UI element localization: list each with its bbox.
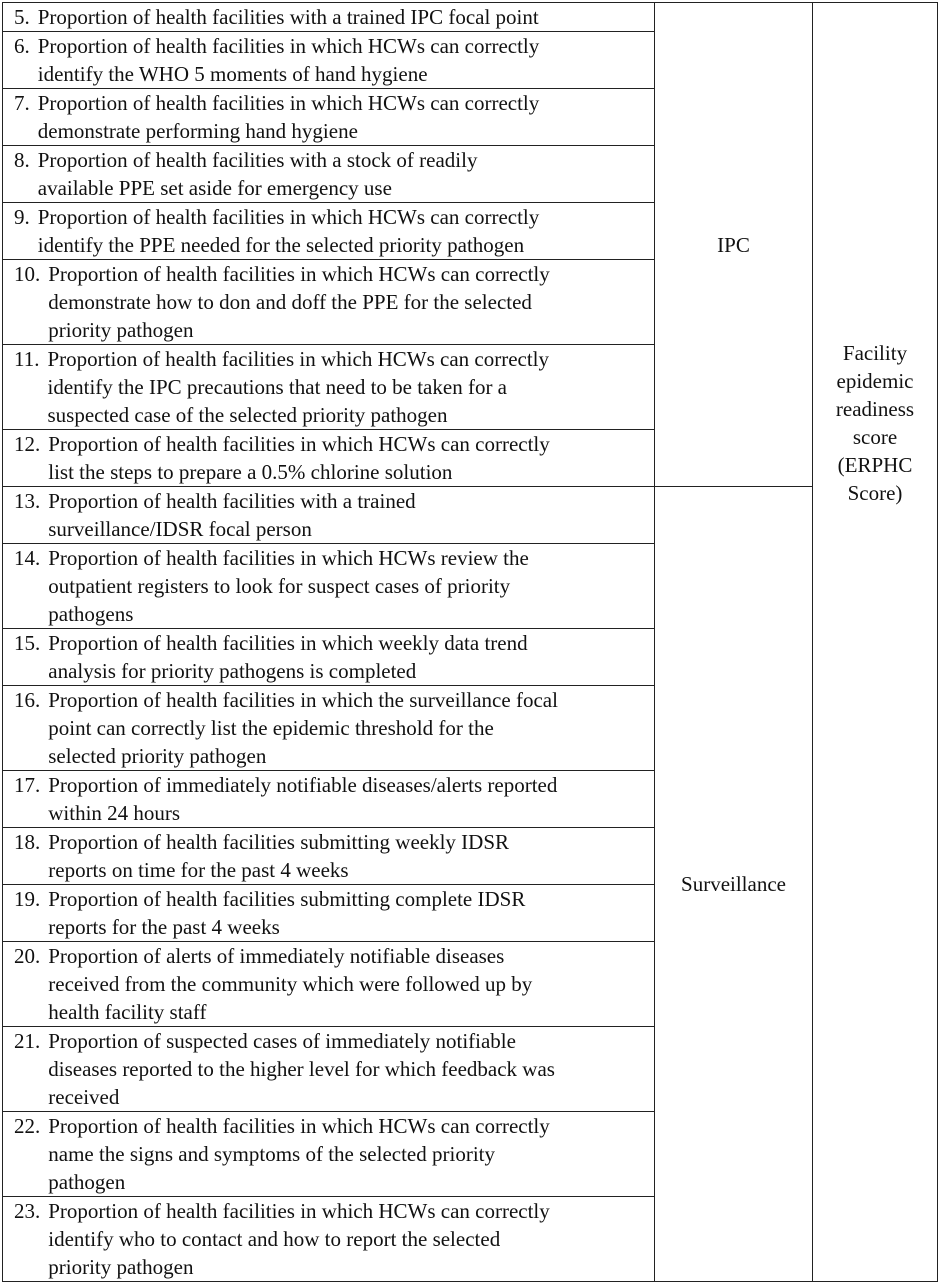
indicator-cell [3,32,655,89]
indicator-text-line: reports for the past 4 weeks [48,915,280,939]
indicator-text-line: Proportion of health facilities with a trained [48,489,416,513]
indicator-text-line: selected priority pathogen [48,744,267,768]
indicator-text-line: identify the PPE needed for the selected priority pathogen [37,233,525,257]
indicator-text-line: Proportion of health facilities with a trained IPC focal point [37,5,539,29]
indicator-text [48,260,648,344]
indicator-text-line: point can correctly list the epidemic threshold for the [48,716,494,740]
indicator-text-line: Proportion of suspected cases of immediately notifiable [48,1029,516,1053]
score-label-line: (ERPHC [837,453,913,477]
indicator-item [14,260,648,344]
indicator-item [14,430,648,486]
indicator-text-line: Proportion of health facilities in which HCWs can correctly [47,347,550,371]
indicator-text-line: priority pathogen [48,1255,194,1279]
indicator-text-line: Proportion of health facilities submitting complete IDSR [48,887,526,911]
indicator-cell [3,544,655,629]
indicator-text [48,430,648,486]
indicator-item [14,942,648,1026]
indicator-cell [3,260,655,345]
indicator-item [14,629,648,685]
indicator-item [14,487,648,543]
indicator-text-line: Proportion of health facilities in which HCWs can correctly [37,205,540,229]
indicator-number: 15. [14,631,41,655]
indicator-text [48,487,648,543]
indicator-text-line: Proportion of immediately notifiable diseases/alerts reported [48,773,558,797]
indicator-cell [3,487,655,544]
indicator-item [14,146,648,202]
indicator-text-line: surveillance/IDSR focal person [48,517,312,541]
indicator-text [48,942,648,1026]
indicator-text-line: name the signs and symptoms of the selected priority [48,1142,495,1166]
indicator-text-line: received from the community which were followed up by [48,972,533,996]
domain-label-ipc: IPC [717,232,750,257]
indicator-item [14,686,648,770]
indicator-item [14,345,648,429]
indicator-text-line: identify the WHO 5 moments of hand hygiene [37,62,428,86]
indicator-item [14,544,648,628]
indicator-text [38,203,648,259]
indicator-text [48,1112,648,1196]
indicator-number: 8. [14,148,30,172]
indicator-text-line: identify who to contact and how to report the selected [48,1227,501,1251]
indicator-number: 7. [14,91,30,115]
indicator-number: 11. [14,347,40,371]
indicator-cell [3,3,655,32]
indicator-number: 5. [14,5,30,29]
indicator-table [2,2,938,1282]
indicator-text-line: list the steps to prepare a 0.5% chlorine solution [48,460,453,484]
domain-cell-ipc [655,3,813,487]
indicator-text [47,345,648,429]
indicator-text-line: Proportion of health facilities in which HCWs can correctly [37,91,540,115]
indicator-text-line: identify the IPC precautions that need to be taken for a [47,375,508,399]
indicator-text-line: health facility staff [48,1000,207,1024]
indicator-text-line: available PPE set aside for emergency use [37,176,392,200]
indicator-cell [3,430,655,487]
indicator-text-line: Proportion of health facilities submitting weekly IDSR [48,830,510,854]
indicator-item [14,3,648,31]
indicator-number: 13. [14,489,41,513]
indicator-item [14,1112,648,1196]
indicator-text [38,3,648,31]
indicator-cell [3,828,655,885]
indicator-text [48,771,648,827]
indicator-cell [3,345,655,430]
indicator-text [48,686,648,770]
score-label-line: epidemic [836,369,914,393]
indicator-number: 22. [14,1114,41,1138]
indicator-text-line: Proportion of health facilities in which HCWs can correctly [48,432,550,456]
indicator-text-line: received [48,1085,120,1109]
indicator-item [14,1197,648,1281]
indicator-number: 16. [14,688,41,712]
score-label-line: readiness [835,397,915,421]
indicator-text-line: diseases reported to the higher level for which feedback was [48,1057,555,1081]
indicator-text [48,828,648,884]
indicator-text-line: outpatient registers to look for suspect cases of priority [48,574,511,598]
indicator-cell [3,942,655,1027]
indicator-text-line: Proportion of health facilities with a stock of readily [37,148,478,172]
domain-cell-surveillance [655,487,813,1282]
indicator-cell [3,89,655,146]
indicator-number: 17. [14,773,41,797]
indicator-text-line: Proportion of health facilities in which HCWs can correctly [48,1114,550,1138]
indicator-text [48,544,648,628]
indicator-text-line: Proportion of health facilities in which HCWs can correctly [37,34,540,58]
indicator-text [48,629,648,685]
indicator-number: 23. [14,1199,41,1223]
table-row [3,3,938,32]
indicator-number: 21. [14,1029,41,1053]
indicator-item [14,771,648,827]
indicator-text [38,146,648,202]
indicator-item [14,32,648,88]
indicator-number: 6. [14,34,30,58]
indicator-number: 20. [14,944,41,968]
indicator-text-line: suspected case of the selected priority pathogen [47,403,448,427]
indicator-cell [3,146,655,203]
indicator-cell [3,1027,655,1112]
indicator-cell [3,686,655,771]
indicator-number: 14. [14,546,41,570]
indicator-number: 9. [14,205,30,229]
indicator-cell [3,771,655,828]
indicator-number: 10. [14,262,41,286]
table-row [3,487,938,544]
indicator-text [38,32,648,88]
indicator-text [38,89,648,145]
indicator-text-line: Proportion of alerts of immediately notifiable diseases [48,944,505,968]
indicator-text [48,885,648,941]
indicator-text-line: Proportion of health facilities in which HCWs can correctly [48,1199,550,1223]
score-cell [813,3,938,1282]
indicator-cell [3,203,655,260]
indicator-text-line: priority pathogen [48,318,194,342]
indicator-item [14,828,648,884]
indicator-text-line: reports on time for the past 4 weeks [48,858,349,882]
indicator-text-line: demonstrate performing hand hygiene [37,119,358,143]
score-label [813,3,937,507]
score-label-line: Facility [842,341,908,365]
indicator-item [14,885,648,941]
domain-label-surveillance: Surveillance [681,872,786,896]
indicator-text-line: Proportion of health facilities in which weekly data trend [48,631,528,655]
indicator-item [14,89,648,145]
indicator-number: 18. [14,830,41,854]
indicator-text-line: pathogen [48,1170,126,1194]
score-label-line: score [852,425,898,449]
indicator-item [14,1027,648,1111]
indicator-text [48,1027,648,1111]
indicator-cell [3,1197,655,1282]
indicator-table-body [3,3,938,1282]
indicator-number: 12. [14,432,41,456]
indicator-item [14,203,648,259]
indicator-text-line: analysis for priority pathogens is completed [48,659,417,683]
indicator-cell [3,629,655,686]
indicator-text [48,1197,648,1281]
indicator-text-line: Proportion of health facilities in which HCWs can correctly [48,262,550,286]
indicator-text-line: Proportion of health facilities in which HCWs review the [48,546,529,570]
indicator-number: 19. [14,887,41,911]
indicator-cell [3,1112,655,1197]
indicator-text-line: within 24 hours [48,801,181,825]
indicator-text-line: Proportion of health facilities in which the surveillance focal [48,688,558,712]
score-label-line: Score) [847,481,903,505]
indicator-text-line: pathogens [48,602,134,626]
indicator-cell [3,885,655,942]
indicator-text-line: demonstrate how to don and doff the PPE for the selected [48,290,532,314]
